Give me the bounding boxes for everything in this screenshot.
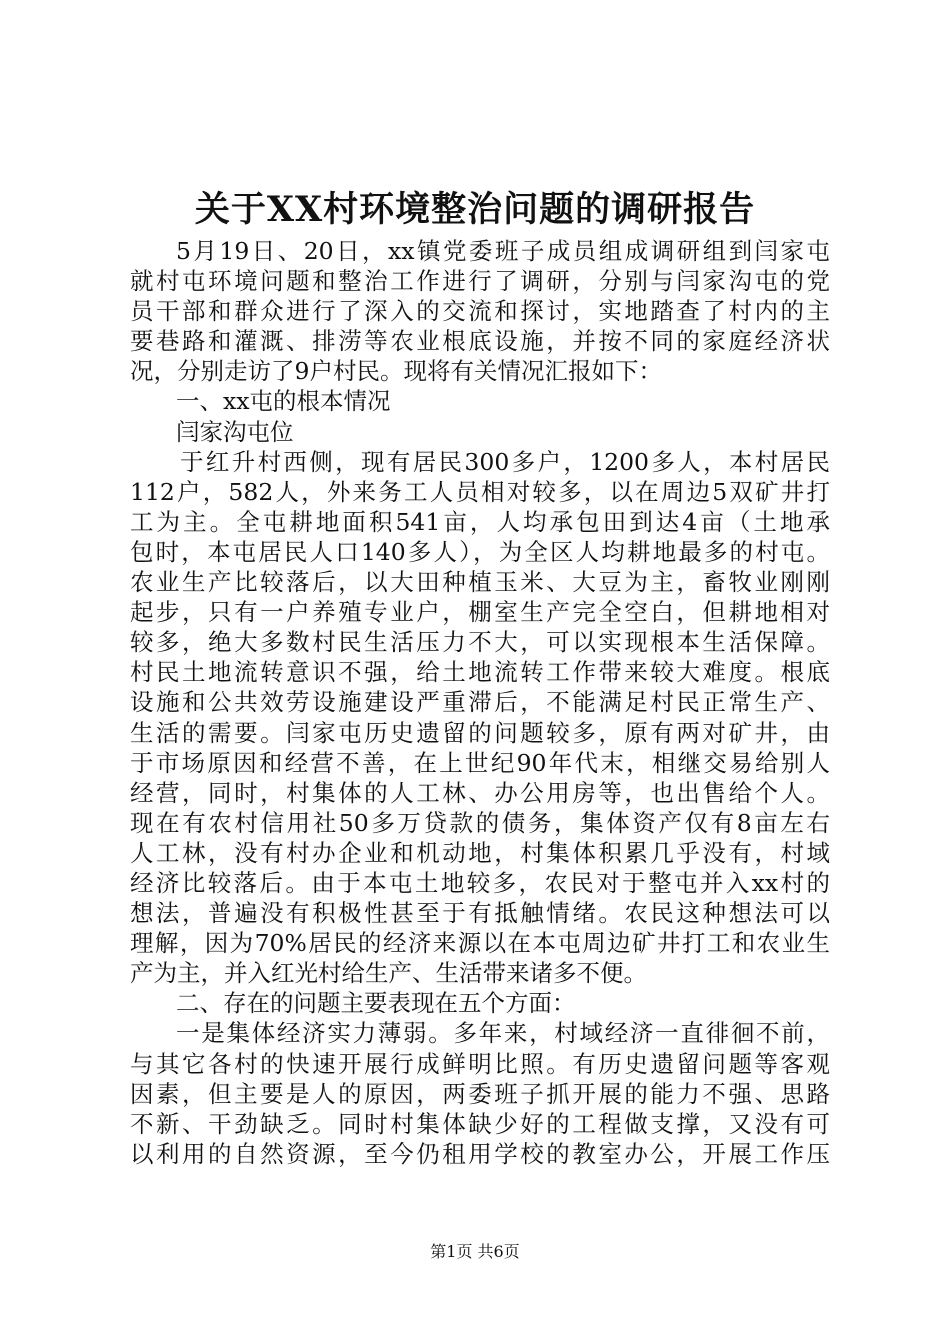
- paragraph-line: 现在有农村信用社50多万贷款的债务，集体资产仅有8亩左右: [130, 808, 830, 837]
- section-heading: 一、xx屯的根本情况: [176, 387, 391, 416]
- paragraph-line: 闫家沟屯位: [176, 417, 294, 446]
- paragraph-line: 于红升村西侧，现有居民300多户，1200多人，本村居民: [180, 447, 830, 476]
- paragraph-line: 较多，绝大多数村民生活压力不大，可以实现根本生活保障。: [130, 628, 830, 657]
- paragraph-line: 要巷路和灌溉、排涝等农业根底设施，并按不同的家庭经济状: [130, 327, 830, 356]
- paragraph-line: 生活的需要。闫家屯历史遗留的问题较多，原有两对矿井，由: [130, 718, 830, 747]
- paragraph-line: 112户，582人，外来务工人员相对较多，以在周边5双矿井打: [130, 477, 830, 506]
- document-title: 关于XX村环境整治问题的调研报告: [194, 189, 756, 230]
- section-heading: 二、存在的问题主要表现在五个方面：: [176, 989, 576, 1018]
- paragraph-line: 员干部和群众进行了深入的交流和探讨，实地踏查了村内的主: [130, 297, 830, 326]
- paragraph-line: 想法，普遍没有积极性甚至于有抵触情绪。农民这种想法可以: [130, 899, 830, 928]
- paragraph-line: 设施和公共效劳设施建设严重滞后，不能满足村民正常生产、: [130, 688, 830, 717]
- paragraph-line: 包时，本屯居民人口140多人），为全区人均耕地最多的村屯。: [130, 537, 830, 566]
- paragraph-line: 经济比较落后。由于本屯土地较多，农民对于整屯并入xx村的: [130, 868, 830, 897]
- paragraph-line: 不新、干劲缺乏。同时村集体缺少好的工程做支撑，又没有可: [130, 1109, 830, 1138]
- document-body: [130, 236, 830, 1169]
- paragraph-line: 产为主，并入红光村给生产、生活带来诸多不便。: [130, 959, 647, 988]
- paragraph-line: 因素，但主要是人的原因，两委班子抓开展的能力不强、思路: [130, 1079, 830, 1108]
- paragraph-line: 人工林，没有村办企业和机动地，村集体积累几乎没有，村域: [130, 838, 830, 867]
- page-footer: 第1页 共6页: [430, 1242, 520, 1261]
- paragraph-line: 经营，同时，村集体的人工林、办公用房等，也出售给个人。: [130, 778, 830, 807]
- paragraph-line: 工为主。全屯耕地面积541亩，人均承包田到达4亩（土地承: [130, 507, 830, 536]
- paragraph-line: 5月19日、20日，xx镇党委班子成员组成调研组到闫家屯: [176, 237, 830, 265]
- paragraph-line: 理解，因为70%居民的经济来源以在本屯周边矿井打工和农业生: [130, 929, 830, 958]
- paragraph-line: 村民土地流转意识不强，给土地流转工作带来较大难度。根底: [130, 658, 830, 687]
- paragraph-line: 农业生产比较落后，以大田种植玉米、大豆为主，畜牧业刚刚: [130, 568, 830, 597]
- paragraph-line: 起步，只有一户养殖专业户，棚室生产完全空白，但耕地相对: [130, 598, 830, 627]
- paragraph-line: 况，分别走访了9户村民。现将有关情况汇报如下：: [130, 357, 662, 386]
- paragraph-line: 与其它各村的快速开展行成鲜明比照。有历史遗留问题等客观: [130, 1049, 830, 1078]
- paragraph-line: 一是集体经济实力薄弱。多年来，村域经济一直徘徊不前，: [176, 1019, 830, 1048]
- paragraph-line: 以利用的自然资源，至今仍租用学校的教室办公，开展工作压: [130, 1139, 830, 1168]
- paragraph-line: 于市场原因和经营不善，在上世纪90年代末，相继交易给别人: [130, 748, 830, 777]
- paragraph-line: 就村屯环境问题和整治工作进行了调研，分别与闫家沟屯的党: [130, 267, 830, 296]
